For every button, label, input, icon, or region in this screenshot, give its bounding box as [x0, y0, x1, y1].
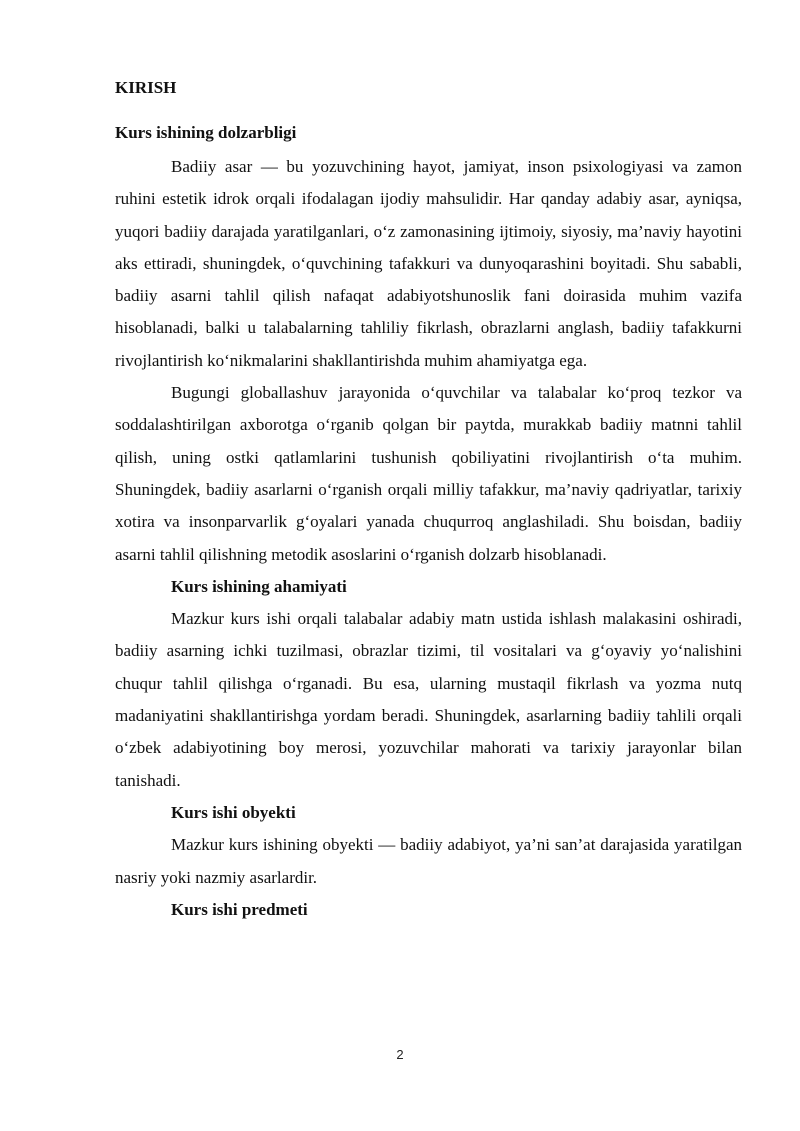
importance-heading: Kurs ishining ahamiyati	[171, 576, 347, 596]
object-paragraph: Mazkur kurs ishining obyekti — badiiy adabiyot, ya’ni san’at darajasida yaratilgan nasriy yoki nazmiy asarlardir.	[115, 835, 742, 887]
subject-heading: Kurs ishi predmeti	[171, 899, 308, 919]
object-heading: Kurs ishi obyekti	[171, 802, 296, 822]
document-body	[115, 151, 742, 926]
importance-paragraph: Mazkur kurs ishi orqali talabalar adabiy matn ustida ishlash malakasini oshiradi, badiiy asarning ichki tuzilmasi, obrazlar tizimi, til vositalari va g‘oyaviy yo‘nalishini chuqur tahlil qilishga o‘rganadi. Bu esa, ularning mustaqil fikrlash va yozma nutq madaniyatini shakllantirishga yordam beradi. Shuningdek, asarlarning badiiy tahlili orqali o‘zbek adabiyotining boy merosi, yozuvchilar mahorati va tarixiy jarayonlar bilan tanishadi.	[115, 609, 742, 790]
relevance-heading: Kurs ishining dolzarbligi	[115, 123, 297, 142]
page-title: KIRISH	[115, 78, 177, 97]
page-number: 2	[396, 1047, 404, 1062]
relevance-paragraph-2: Bugungi globallashuv jarayonida o‘quvchilar va talabalar ko‘proq tezkor va soddalashtirilgan axborotga o‘rganib qolgan bir paytda, murakkab badiiy matnni tahlil qilish, uning ostki qatlamlarini tushunish qobiliyatini rivojlantirish o‘ta muhim. Shuningdek, badiiy asarlarni o‘rganish orqali milliy tafakkur, ma’naviy qadriyatlar, tarixiy xotira va insonparvarlik g‘oyalari yanada chuqurroq anglashiladi. Shu boisdan, badiiy asarni tahlil qilishning metodik asoslarini o‘rganish dolzarb hisoblanadi.	[115, 383, 742, 564]
relevance-paragraph-1: Badiiy asar — bu yozuvchining hayot, jamiyat, inson psixologiyasi va zamon ruhini estetik idrok orqali ifodalagan ijodiy mahsulidir. Har qanday adabiy asar, ayniqsa, yuqori badiiy darajada yaratilganlari, o‘z zamonasining ijtimoiy, siyosiy, ma’naviy hayotini aks ettiradi, shuningdek, o‘quvchining tafakkuri va dunyoqarashini boyitadi. Shu sababli, badiiy asarni tahlil qilish nafaqat adabiyotshunoslik fani doirasida muhim vazifa hisoblanadi, balki u talabalarning tahliliy fikrlash, obrazlarni anglash, badiiy tafakkurni rivojlantirish ko‘nikmalarini shakllantirishda muhim ahamiyatga ega.	[115, 157, 742, 370]
